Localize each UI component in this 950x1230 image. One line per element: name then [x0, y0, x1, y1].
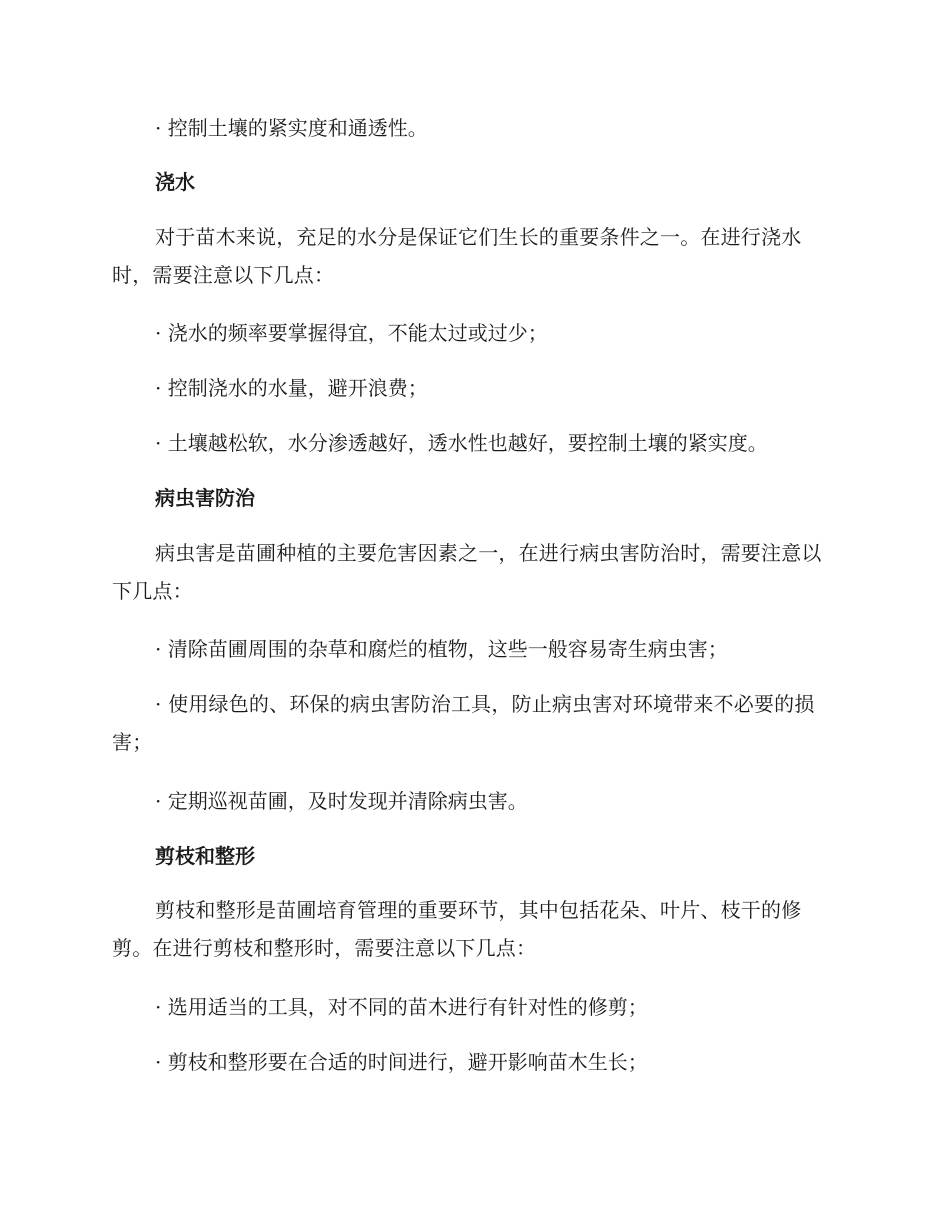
bullet-appropriate-tools: · 选用适当的工具，对不同的苗木进行有针对性的修剪；: [155, 995, 648, 1019]
section-heading-pruning: 剪枝和整形: [155, 844, 255, 868]
paragraph-pruning-intro: 剪枝和整形是苗圃培育管理的重要环节，其中包括花朵、叶片、枝干的修剪。在进行剪枝和整形时，需要注意以下几点：: [112, 898, 802, 960]
bullet-green-tools: · 使用绿色的、环保的病虫害防治工具，防止病虫害对环境带来不必要的损害；: [112, 692, 815, 754]
bullet-clear-weeds: · 清除苗圃周围的杂草和腐烂的植物，这些一般容易寄生病虫害；: [155, 637, 728, 661]
section-heading-pest-control: 病虫害防治: [155, 486, 255, 510]
bullet-watering-frequency: · 浇水的频率要掌握得宜，不能太过或过少；: [155, 321, 548, 345]
paragraph-watering-intro: 对于苗木来说，充足的水分是保证它们生长的重要条件之一。在进行浇水时，需要注意以下几点：: [112, 225, 802, 287]
bullet-pruning-timing: · 剪枝和整形要在合适的时间进行，避开影响苗木生长；: [155, 1050, 648, 1074]
bullet-soil-permeability: · 土壤越松软，水分渗透越好，透水性也越好，要控制土壤的紧实度。: [155, 431, 768, 455]
section-heading-watering: 浇水: [155, 170, 195, 194]
bullet-regular-inspection: · 定期巡视苗圃，及时发现并清除病虫害。: [155, 789, 528, 813]
bullet-soil-compaction: · 控制土壤的紧实度和通透性。: [155, 116, 428, 140]
paragraph-pest-control-intro: 病虫害是苗圃种植的主要危害因素之一，在进行病虫害防治时，需要注意以下几点：: [112, 541, 822, 603]
bullet-watering-amount: · 控制浇水的水量，避开浪费；: [155, 376, 428, 400]
